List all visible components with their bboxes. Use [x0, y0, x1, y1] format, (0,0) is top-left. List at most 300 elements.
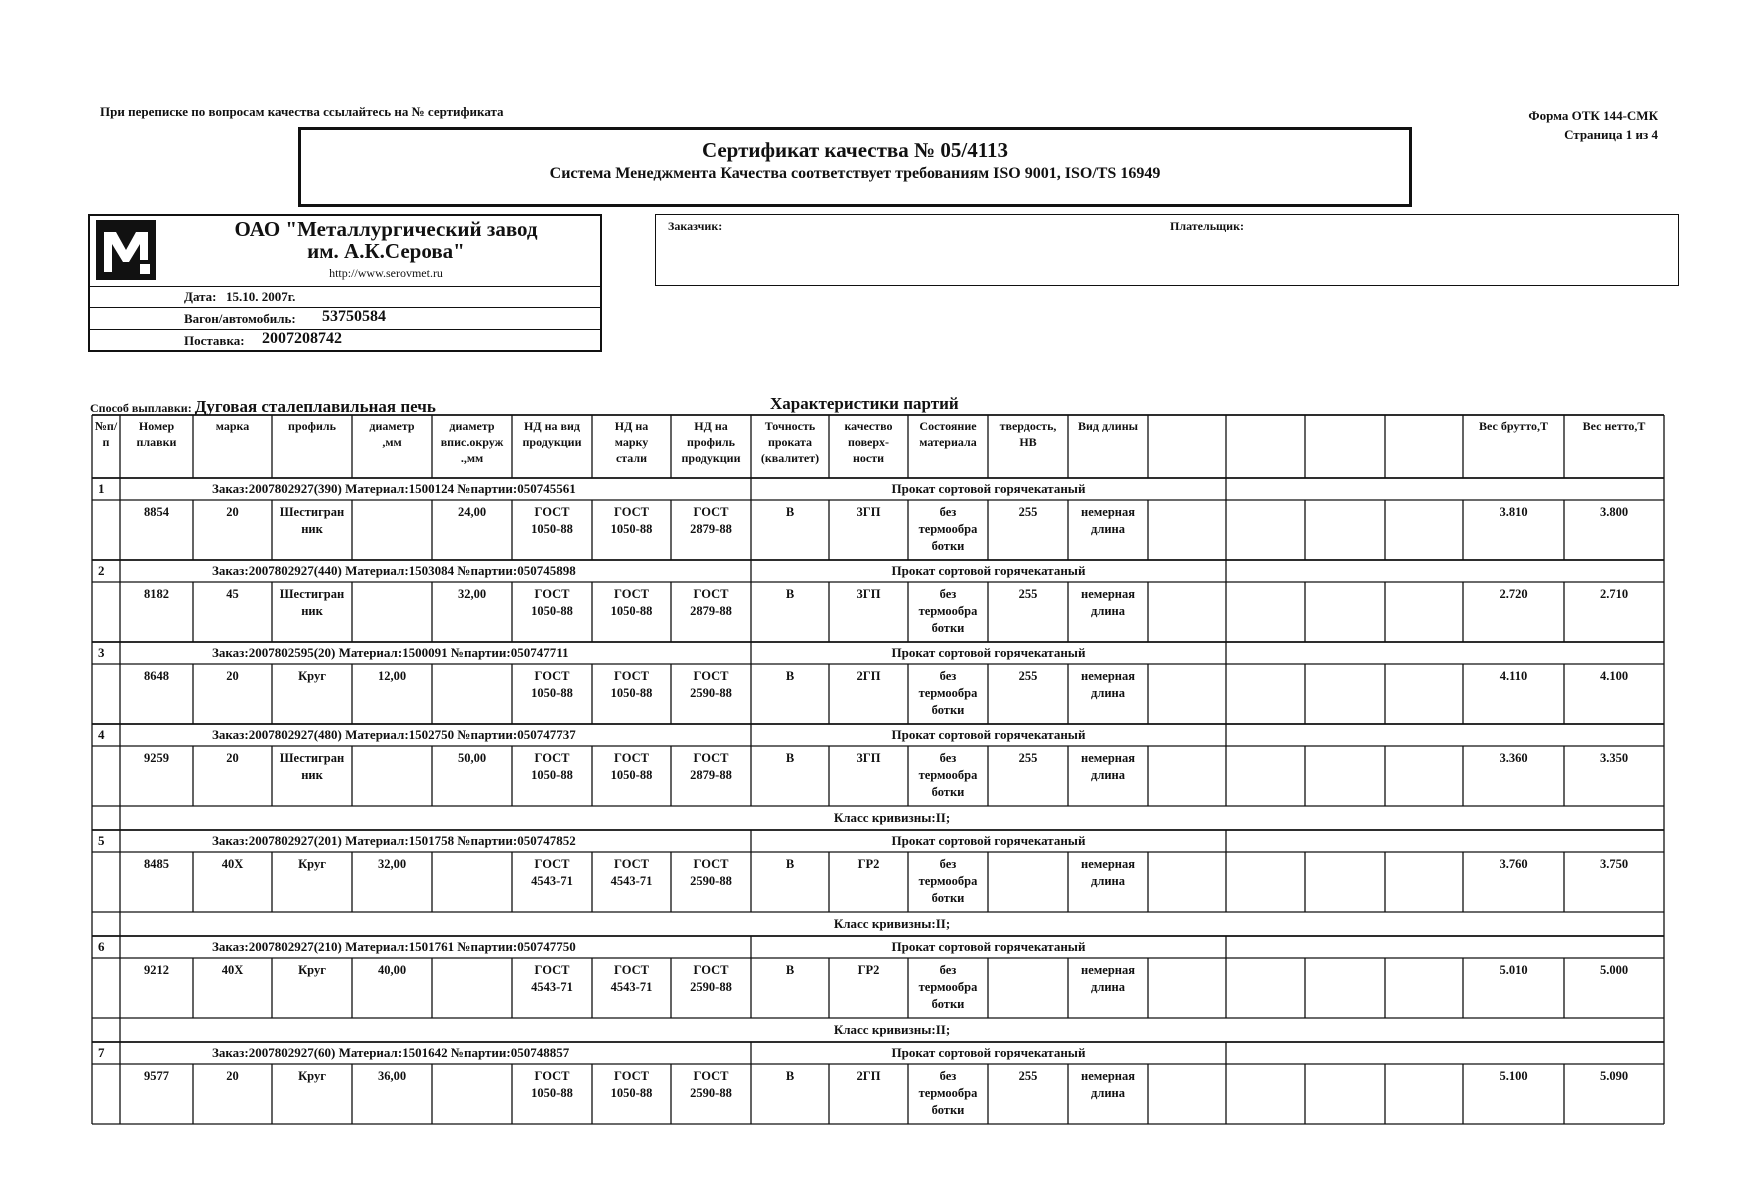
batch-3-precision-line: В: [785, 669, 795, 683]
batch-6-nd-steel-line: ГОСТ: [614, 963, 649, 977]
batch-6-profile-line: Круг: [298, 963, 326, 977]
header-nd-steel-line: НД на: [614, 419, 649, 433]
header-diameter-line: ,мм: [382, 435, 402, 449]
batch-6-product-type: Прокат сортовой горячекатаный: [891, 939, 1086, 954]
batch-7-number: 7: [98, 1045, 105, 1060]
batch-5-diameter: [352, 856, 432, 873]
header-hardness: [988, 418, 1068, 450]
company-name-line2: им. А.К.Серова": [307, 239, 465, 263]
date-value: 15.10. 2007г.: [226, 289, 296, 304]
header-gross: [1463, 418, 1564, 434]
batch-2-gross-line: 2.720: [1499, 587, 1528, 601]
batch-5-length: [1068, 856, 1148, 890]
batch-4-circ: [432, 750, 512, 767]
batch-1-profile-line: ник: [301, 522, 323, 536]
batch-4-nd-profile-line: ГОСТ: [693, 751, 729, 765]
header-surface-line: качество: [844, 419, 893, 433]
batch-1-circ: [432, 504, 512, 521]
batch-2-length-line: длина: [1091, 604, 1125, 618]
batch-5-product-type: Прокат сортовой горячекатаный: [891, 833, 1086, 848]
batch-6-diameter: [352, 962, 432, 979]
batch-5-heat: [120, 856, 193, 873]
batch-7-heat-line: 9577: [144, 1069, 169, 1083]
batch-3-nd-product-line: ГОСТ: [534, 669, 570, 683]
batch-1-length-line: длина: [1091, 522, 1125, 536]
batch-4-profile: [272, 750, 352, 784]
header-precision: [751, 418, 829, 466]
batch-6-nd-steel-line: 4543-71: [610, 980, 653, 994]
header-surface-line: ности: [852, 451, 885, 465]
header-nd-profile-line: НД на: [694, 419, 728, 433]
batch-3-state: [908, 668, 988, 719]
batch-7-gross-line: 5.100: [1499, 1069, 1528, 1083]
header-heat-line: плавки: [136, 435, 177, 449]
batch-2-precision: [751, 586, 829, 603]
batch-7-state-line: без: [939, 1069, 957, 1083]
batch-3-heat-line: 8648: [144, 669, 169, 683]
batch-2-heat-line: 8182: [144, 587, 169, 601]
batch-7-heat: [120, 1068, 193, 1085]
batch-1-length-line: немерная: [1081, 505, 1135, 519]
certificate-title-box: [298, 127, 1412, 207]
batch-3-number: 3: [98, 645, 105, 660]
batch-2-surface: [829, 586, 908, 603]
batch-2-state: [908, 586, 988, 637]
batch-7-nd-profile-line: ГОСТ: [693, 1069, 729, 1083]
batch-2-state-line: термообра: [918, 604, 978, 618]
batch-2-circ: [432, 586, 512, 603]
batch-6-state-line: без: [939, 963, 957, 977]
batch-5-curvature-class: Класс кривизны:II;: [833, 916, 951, 931]
header-precision-line: Точность: [764, 419, 816, 433]
batch-2-nd-profile-line: 2879-88: [690, 604, 732, 618]
batch-3-nd-product-line: 1050-88: [531, 686, 573, 700]
header-net: [1564, 418, 1664, 434]
batch-7-net: [1564, 1068, 1664, 1085]
batch-5-nd-profile-line: 2590-88: [690, 874, 732, 888]
batch-3-nd-steel: [592, 668, 671, 702]
batch-5-length-line: немерная: [1081, 857, 1135, 871]
batch-3-length-line: длина: [1091, 686, 1125, 700]
batch-1-length: [1068, 504, 1148, 538]
batch-5-nd-product-line: 4543-71: [531, 874, 573, 888]
header-circ: [432, 418, 512, 466]
characteristics-title: Характеристики партий: [770, 394, 959, 413]
certificate-subtitle: Система Менеджмента Качества соответствует требованиям ISO 9001, ISO/TS 16949: [549, 165, 1161, 182]
payer-label: Плательщик:: [1170, 219, 1245, 233]
correspondence-note: При переписке по вопросам качества ссылайтесь на № сертификата: [100, 104, 504, 119]
batch-6-length-line: немерная: [1081, 963, 1135, 977]
batch-5-nd-product-line: ГОСТ: [534, 857, 570, 871]
header-state: [908, 418, 988, 450]
batch-2-grade-line: 45: [226, 587, 239, 601]
batch-2-nd-profile-line: ГОСТ: [693, 587, 729, 601]
batch-2-grade: [193, 586, 272, 603]
batch-7-surface: [829, 1068, 908, 1085]
batch-5-diameter-line: 32,00: [377, 857, 407, 871]
batch-4-surface-line: 3ГП: [856, 751, 881, 765]
batch-4-profile-line: ник: [301, 768, 323, 782]
batch-6-nd-product-line: ГОСТ: [534, 963, 570, 977]
batch-1-gross-line: 3.810: [1499, 505, 1528, 519]
batch-7-gross: [1463, 1068, 1564, 1085]
batch-2-circ-line: 32,00: [457, 587, 487, 601]
batch-5-nd-profile-line: ГОСТ: [693, 857, 729, 871]
batch-5-precision: [751, 856, 829, 873]
date-row: [90, 286, 600, 308]
batch-4-length: [1068, 750, 1148, 784]
batch-2-number: 2: [98, 563, 105, 578]
batch-4-heat: [120, 750, 193, 767]
batch-3-surface-line: 2ГП: [856, 669, 881, 683]
batch-2-surface-line: 3ГП: [856, 587, 881, 601]
batch-1-hardness-line: 255: [1018, 505, 1038, 519]
header-num-line: п: [102, 435, 110, 449]
company-name: [176, 218, 596, 262]
batch-6-state: [908, 962, 988, 1013]
batch-6-nd-product: [512, 962, 592, 996]
batch-7-precision: [751, 1068, 829, 1085]
batch-3-nd-profile: [671, 668, 751, 702]
batch-7-nd-steel-line: ГОСТ: [614, 1069, 649, 1083]
batch-1-number: 1: [98, 481, 105, 496]
batch-4-grade-line: 20: [226, 751, 239, 765]
batch-3-length: [1068, 668, 1148, 702]
batch-7-state-line: ботки: [931, 1103, 965, 1117]
batch-3-profile-line: Круг: [298, 669, 326, 683]
batch-1-precision: [751, 504, 829, 521]
batch-4-length-line: немерная: [1081, 751, 1135, 765]
batch-1-state-line: без: [939, 505, 957, 519]
batch-6-surface-line: ГР2: [857, 963, 880, 977]
batch-4-precision-line: В: [785, 751, 795, 765]
batch-2-gross: [1463, 586, 1564, 603]
batch-7-length-line: длина: [1091, 1086, 1125, 1100]
batch-3-state-line: ботки: [931, 703, 965, 717]
batch-7-nd-profile-line: 2590-88: [690, 1086, 732, 1100]
customer-label: Заказчик:: [668, 219, 723, 233]
wagon-row: [90, 308, 600, 330]
batch-7-profile: [272, 1068, 352, 1085]
batch-6-order-info: Заказ:2007802927(210) Материал:1501761 №партии:050747750: [212, 939, 576, 954]
batch-5-profile: [272, 856, 352, 873]
header-circ-line: диаметр: [449, 419, 495, 433]
batch-5-precision-line: В: [785, 857, 795, 871]
batch-7-nd-product: [512, 1068, 592, 1102]
batch-1-nd-profile: [671, 504, 751, 538]
batch-1-product-type: Прокат сортовой горячекатаный: [891, 481, 1086, 496]
batch-3-net: [1564, 668, 1664, 685]
batch-7-profile-line: Круг: [298, 1069, 326, 1083]
batch-3-grade: [193, 668, 272, 685]
company-box: [88, 214, 602, 352]
batch-3-gross-line: 4.110: [1499, 669, 1528, 683]
batch-4-hardness: [988, 750, 1068, 767]
batch-6-diameter-line: 40,00: [377, 963, 407, 977]
smelting-method: [90, 397, 436, 417]
batch-4-grade: [193, 750, 272, 767]
header-grade-line: марка: [215, 419, 250, 433]
header-heat-line: Номер: [138, 419, 175, 433]
batch-4-product-type: Прокат сортовой горячекатаный: [891, 727, 1086, 742]
batch-7-nd-steel: [592, 1068, 671, 1102]
company-name-line1: ОАО "Металлургический завод: [234, 217, 538, 241]
batch-5-state: [908, 856, 988, 907]
batch-3-state-line: термообра: [918, 686, 978, 700]
batch-6-nd-product-line: 4543-71: [531, 980, 573, 994]
certificate-title: Сертификат качества № 05/4113: [701, 138, 1009, 162]
header-state-line: материала: [919, 435, 977, 449]
batch-3-net-line: 4.100: [1599, 669, 1629, 683]
header-hardness-line: НВ: [1019, 435, 1037, 449]
batch-7-product-type: Прокат сортовой горячекатаный: [891, 1045, 1086, 1060]
batch-3-diameter: [352, 668, 432, 685]
header-state-line: Состояние: [919, 419, 977, 433]
batch-1-nd-product-line: 1050-88: [531, 522, 573, 536]
batch-3-heat: [120, 668, 193, 685]
batch-1-net-line: 3.800: [1599, 505, 1629, 519]
header-nd-profile-line: продукции: [681, 451, 741, 465]
batch-2-length: [1068, 586, 1148, 620]
batch-5-grade-line: 40Х: [221, 857, 244, 871]
batch-2-nd-product-line: 1050-88: [531, 604, 573, 618]
date-label: Дата:: [184, 289, 217, 304]
batch-4-nd-profile-line: 2879-88: [690, 768, 732, 782]
batch-1-nd-profile-line: 2879-88: [690, 522, 732, 536]
batch-2-length-line: немерная: [1081, 587, 1135, 601]
batch-5-nd-steel-line: ГОСТ: [614, 857, 649, 871]
header-diameter: [352, 418, 432, 450]
header-gross-line: Вес брутто,Т: [1479, 419, 1548, 433]
batch-1-state-line: ботки: [931, 539, 965, 553]
batch-7-length-line: немерная: [1081, 1069, 1135, 1083]
smelting-method-value: Дуговая сталеплавильная печь: [194, 397, 436, 416]
batch-6-gross: [1463, 962, 1564, 979]
batch-3-gross: [1463, 668, 1564, 685]
batch-6-net: [1564, 962, 1664, 979]
batch-1-precision-line: В: [785, 505, 795, 519]
batch-4-nd-profile: [671, 750, 751, 784]
header-precision-line: проката: [767, 435, 813, 449]
batch-7-hardness: [988, 1068, 1068, 1085]
batch-4-profile-line: Шестигран: [279, 751, 345, 765]
header-nd-product-line: продукции: [522, 435, 582, 449]
header-nd-product: [512, 418, 592, 450]
batch-7-net-line: 5.090: [1599, 1069, 1629, 1083]
batch-6-gross-line: 5.010: [1499, 963, 1528, 977]
header-profile: [272, 418, 352, 434]
batch-2-precision-line: В: [785, 587, 795, 601]
batch-4-net: [1564, 750, 1664, 767]
batch-6-nd-profile-line: ГОСТ: [693, 963, 729, 977]
batch-4-hardness-line: 255: [1018, 751, 1038, 765]
header-hardness-line: твердость,: [999, 419, 1057, 433]
header-precision-line: (квалитет): [760, 451, 820, 465]
batch-4-gross-line: 3.360: [1499, 751, 1528, 765]
batch-3-product-type: Прокат сортовой горячекатаный: [891, 645, 1086, 660]
batch-2-profile-line: ник: [301, 604, 323, 618]
batch-1-surface: [829, 504, 908, 521]
batch-5-order-info: Заказ:2007802927(201) Материал:1501758 №партии:050747852: [212, 833, 576, 848]
customer-box: [655, 214, 1679, 286]
form-code: Форма ОТК 144-СМК: [1528, 108, 1658, 123]
batch-3-nd-steel-line: 1050-88: [610, 686, 653, 700]
batch-7-state: [908, 1068, 988, 1119]
batch-4-number: 4: [98, 727, 105, 742]
batch-5-nd-steel: [592, 856, 671, 890]
batch-3-hardness: [988, 668, 1068, 685]
batch-4-state-line: ботки: [931, 785, 965, 799]
batch-5-profile-line: Круг: [298, 857, 326, 871]
batch-5-heat-line: 8485: [144, 857, 169, 871]
batch-4-nd-product-line: 1050-88: [531, 768, 573, 782]
batch-1-state: [908, 504, 988, 555]
batch-2-state-line: без: [939, 587, 957, 601]
batch-6-nd-steel: [592, 962, 671, 996]
batch-5-surface: [829, 856, 908, 873]
batch-7-diameter-line: 36,00: [377, 1069, 407, 1083]
batch-6-precision: [751, 962, 829, 979]
batch-4-surface: [829, 750, 908, 767]
delivery-value: 2007208742: [262, 330, 342, 347]
batch-7-nd-product-line: ГОСТ: [534, 1069, 570, 1083]
batch-7-nd-steel-line: 1050-88: [610, 1086, 653, 1100]
wagon-value: 53750584: [322, 308, 386, 325]
batch-1-profile: [272, 504, 352, 538]
batch-1-hardness: [988, 504, 1068, 521]
batch-2-profile: [272, 586, 352, 620]
batch-2-state-line: ботки: [931, 621, 965, 635]
batch-2-order-info: Заказ:2007802927(440) Материал:1503084 №партии:050745898: [212, 563, 576, 578]
batch-4-order-info: Заказ:2007802927(480) Материал:1502750 №партии:050747737: [212, 727, 576, 742]
batch-1-nd-steel: [592, 504, 671, 538]
batch-4-net-line: 3.350: [1599, 751, 1629, 765]
header-surface: [829, 418, 908, 466]
batch-7-nd-product-line: 1050-88: [531, 1086, 573, 1100]
batch-3-precision: [751, 668, 829, 685]
header-surface-line: поверх-: [847, 435, 890, 449]
batch-6-heat: [120, 962, 193, 979]
batch-4-heat-line: 9259: [144, 751, 169, 765]
header-nd-profile: [671, 418, 751, 466]
batch-2-nd-steel: [592, 586, 671, 620]
batch-6-grade: [193, 962, 272, 979]
batch-1-circ-line: 24,00: [457, 505, 487, 519]
batch-1-grade: [193, 504, 272, 521]
batch-7-state-line: термообра: [918, 1086, 978, 1100]
batch-7-diameter: [352, 1068, 432, 1085]
batch-1-gross: [1463, 504, 1564, 521]
batch-4-precision: [751, 750, 829, 767]
batch-6-nd-profile-line: 2590-88: [690, 980, 732, 994]
batch-4-nd-steel-line: 1050-88: [610, 768, 653, 782]
batch-5-state-line: ботки: [931, 891, 965, 905]
batch-1-heat-line: 8854: [144, 505, 169, 519]
batch-4-state-line: термообра: [918, 768, 978, 782]
header-num: [92, 418, 120, 450]
wagon-label: Вагон/автомобиль:: [184, 311, 296, 326]
header-nd-profile-line: профиль: [687, 435, 735, 449]
batch-2-profile-line: Шестигран: [279, 587, 345, 601]
batch-2-nd-steel-line: 1050-88: [610, 604, 653, 618]
batch-4-circ-line: 50,00: [457, 751, 487, 765]
batch-4-state-line: без: [939, 751, 957, 765]
batch-3-hardness-line: 255: [1018, 669, 1038, 683]
batch-1-nd-steel-line: 1050-88: [610, 522, 653, 536]
batch-7-surface-line: 2ГП: [856, 1069, 881, 1083]
batch-5-net: [1564, 856, 1664, 873]
company-url[interactable]: http://www.serovmet.ru: [329, 266, 443, 280]
batch-1-nd-steel-line: ГОСТ: [614, 505, 649, 519]
batch-5-gross-line: 3.760: [1499, 857, 1528, 871]
header-profile-line: профиль: [288, 419, 336, 433]
batch-3-nd-profile-line: ГОСТ: [693, 669, 729, 683]
batch-3-surface: [829, 668, 908, 685]
form-info: [1528, 106, 1658, 144]
batch-5-nd-profile: [671, 856, 751, 890]
batch-1-heat: [120, 504, 193, 521]
header-diameter-line: диаметр: [369, 419, 415, 433]
batch-3-length-line: немерная: [1081, 669, 1135, 683]
batch-3-nd-product: [512, 668, 592, 702]
batch-7-order-info: Заказ:2007802927(60) Материал:1501642 №партии:050748857: [212, 1045, 570, 1060]
batch-7-hardness-line: 255: [1018, 1069, 1038, 1083]
batch-6-state-line: ботки: [931, 997, 965, 1011]
batch-6-length: [1068, 962, 1148, 996]
batch-1-net: [1564, 504, 1664, 521]
plant-logo-icon: [96, 220, 156, 280]
batch-7-grade: [193, 1068, 272, 1085]
batch-3-grade-line: 20: [226, 669, 239, 683]
header-nd-steel-line: стали: [615, 451, 648, 465]
batch-4-nd-product-line: ГОСТ: [534, 751, 570, 765]
header-net-line: Вес нетто,Т: [1582, 419, 1646, 433]
header-nd-product-line: НД на вид: [524, 419, 580, 433]
batch-6-net-line: 5.000: [1599, 963, 1629, 977]
batch-5-state-line: термообра: [918, 874, 978, 888]
batch-5-state-line: без: [939, 857, 957, 871]
company-header: [90, 216, 600, 287]
batch-6-curvature-class: Класс кривизны:II;: [833, 1022, 951, 1037]
batch-4-length-line: длина: [1091, 768, 1125, 782]
batch-4-state: [908, 750, 988, 801]
batch-1-nd-profile-line: ГОСТ: [693, 505, 729, 519]
header-grade: [193, 418, 272, 434]
batch-1-state-line: термообра: [918, 522, 978, 536]
batch-4-nd-product: [512, 750, 592, 784]
batch-5-number: 5: [98, 833, 105, 848]
batch-2-nd-steel-line: ГОСТ: [614, 587, 649, 601]
batch-6-nd-profile: [671, 962, 751, 996]
batch-5-length-line: длина: [1091, 874, 1125, 888]
batch-3-diameter-line: 12,00: [377, 669, 407, 683]
batch-4-curvature-class: Класс кривизны:II;: [833, 810, 951, 825]
batch-3-state-line: без: [939, 669, 957, 683]
batch-6-profile: [272, 962, 352, 979]
batch-6-heat-line: 9212: [144, 963, 169, 977]
batch-5-net-line: 3.750: [1599, 857, 1629, 871]
batch-4-nd-steel-line: ГОСТ: [614, 751, 649, 765]
batch-2-nd-profile: [671, 586, 751, 620]
header-circ-line: .,мм: [460, 451, 484, 465]
delivery-label: Поставка:: [184, 333, 245, 348]
header-nd-steel: [592, 418, 671, 466]
header-length: [1068, 418, 1148, 434]
batch-2-product-type: Прокат сортовой горячекатаный: [891, 563, 1086, 578]
batch-5-nd-steel-line: 4543-71: [610, 874, 653, 888]
batch-1-surface-line: 3ГП: [856, 505, 881, 519]
page-indicator: Страница 1 из 4: [1564, 127, 1658, 142]
